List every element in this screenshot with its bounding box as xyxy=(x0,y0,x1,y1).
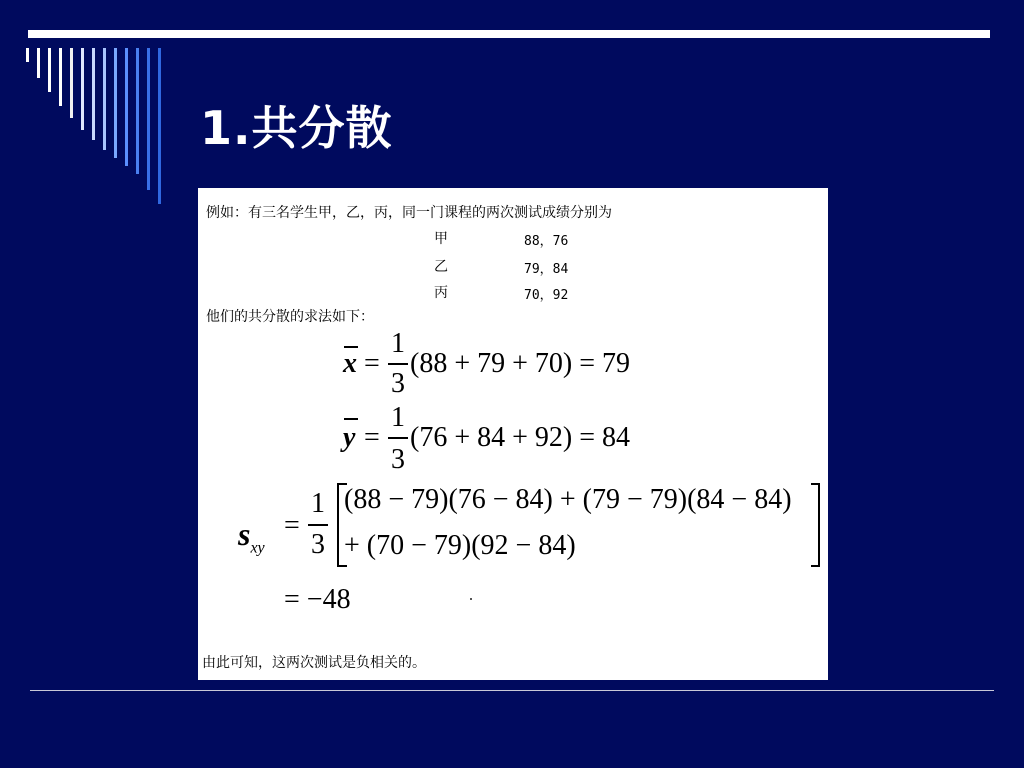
right-bracket xyxy=(808,482,824,568)
fraction-numerator: 1 xyxy=(391,328,405,359)
stripe xyxy=(147,48,150,190)
covariance-line-1: (88 − 79)(76 − 84) + (79 − 79)(84 − 84) xyxy=(344,484,792,515)
student-name: 丙 xyxy=(434,285,448,301)
fraction-denominator: 3 xyxy=(311,529,325,560)
equals-sign: = xyxy=(364,422,380,453)
equals-sign: = xyxy=(284,510,300,541)
student-scores: 70，92 xyxy=(524,288,569,303)
stripe xyxy=(103,48,106,150)
fraction-denominator: 3 xyxy=(391,368,405,399)
student-name: 乙 xyxy=(434,259,448,275)
slide-title: 1.共分散 xyxy=(200,101,393,155)
student-scores: 88，76 xyxy=(524,234,569,249)
covariance-result: = −48 xyxy=(284,584,351,615)
example-intro: 例如：有三名学生甲，乙，丙，同一门课程的两次测试成绩分别为 xyxy=(206,205,612,221)
student-name: 甲 xyxy=(434,231,448,247)
covariance-line-2: + (70 − 79)(92 − 84) xyxy=(344,530,576,561)
covariance-s: s xyxy=(238,516,251,552)
stripe xyxy=(114,48,117,158)
covariance-subscript: xy xyxy=(250,539,265,557)
y-variable: y xyxy=(343,422,356,453)
x-mean-expression: (88 + 79 + 70) = 79 xyxy=(410,348,631,379)
bottom-rule xyxy=(30,690,994,691)
stripe xyxy=(37,48,40,78)
stripe xyxy=(70,48,73,118)
covariance-symbol xyxy=(238,518,265,556)
stripe xyxy=(59,48,62,106)
stripe xyxy=(48,48,51,92)
method-intro: 他们的共分散的求法如下： xyxy=(206,309,374,325)
y-overbar xyxy=(344,418,358,420)
stripe xyxy=(92,48,95,140)
x-variable: x xyxy=(343,348,357,379)
fraction-numerator: 1 xyxy=(311,488,325,519)
content-panel xyxy=(198,188,828,680)
stray-dot xyxy=(470,598,472,600)
stripe xyxy=(81,48,84,130)
top-rule xyxy=(28,30,990,38)
fraction-bar xyxy=(308,524,328,526)
fraction-bar xyxy=(388,437,408,439)
stripe xyxy=(26,48,29,62)
stripe xyxy=(125,48,128,166)
stripe xyxy=(136,48,139,174)
equals-sign: = xyxy=(364,348,380,379)
conclusion: 由此可知，这两次测试是负相关的。 xyxy=(202,655,426,671)
fraction-bar xyxy=(388,363,408,365)
fraction-numerator: 1 xyxy=(391,402,405,433)
fraction-denominator: 3 xyxy=(391,444,405,475)
stripe xyxy=(158,48,161,204)
student-scores: 79，84 xyxy=(524,262,569,277)
y-mean-expression: (76 + 84 + 92) = 84 xyxy=(410,422,631,453)
